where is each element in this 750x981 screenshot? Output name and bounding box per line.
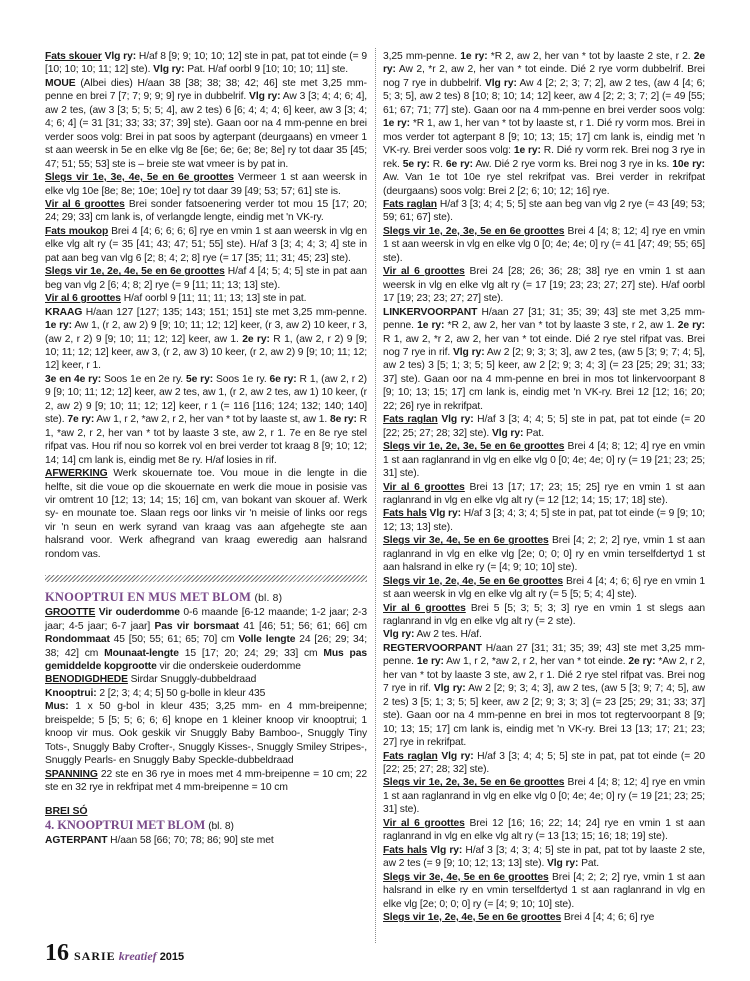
paragraph bbox=[45, 834, 367, 847]
paragraph bbox=[383, 534, 705, 574]
paragraph bbox=[383, 507, 705, 534]
left-paragraphs bbox=[45, 50, 367, 561]
paragraph bbox=[383, 481, 705, 508]
text-run: *Aw 2, r 2, her van * tot by laaste 3 ste, aw 2, r 1. Dié 2 rye stel rifpat vas. Brei nog 7 rye in rif. bbox=[383, 656, 705, 695]
text-run: Aw. Van 1e tot 10e rye stel rekrifpat vas. Brei verder in rekrifpat (deurgaans) soos volg: Brei 2 [2; 6; 10; 12; 16] rye. bbox=[383, 172, 705, 197]
paragraph bbox=[45, 198, 367, 225]
text-run: R 1, *aw 2, r 2, her van * tot by laaste 3 ste, aw 2, r 1. 7e en 8e rye stel rifpat vas. Hou rif nou so korrek vol en brei verder tot kraag 8 [9; 10; 12; 14; 14] cm lank is, eindig met 8e ry. H/af losies in rif. bbox=[45, 414, 367, 466]
text-run: 22 ste en 36 rye in moes met 4 mm-breipenne = 10 cm; 22 ste en 32 rye in rekfripat met 4 mm-breipenne = 10 cm bbox=[45, 768, 367, 794]
heading-run: Vlg ry: bbox=[426, 508, 461, 520]
text-run: Brei 12 [16; 16; 22; 14; 24] rye en vmin 1 st aan raglanrand in vlg en elke vlg alt ry (= 13 [13; 15; 16; 18; 19] ste). bbox=[383, 817, 705, 843]
heading-run: 1e ry: bbox=[513, 145, 541, 157]
section-title-text: KNOOPTRUI EN MUS MET BLOM bbox=[45, 590, 252, 605]
paragraph bbox=[45, 687, 367, 700]
heading-run: Vir al 6 groottes bbox=[383, 481, 465, 493]
heading-run: Slegs vir 1e, 3e, 4e, 5e en 6e groottes bbox=[45, 172, 234, 184]
heading-run: Vir al 6 groottes bbox=[383, 817, 465, 829]
text-run: Aw 2 [2; 9; 3; 4; 3], aw 2 tes, (aw 5 [3; 9; 7; 4; 5], aw 2 tes) 3 [5; 1; 3; 5; 5] keer, aw 2 [2; 9; 3; 3; 3] (= 23 [25; 29; 31; 33; 37] ste). Gaan oor na 4 mm-penne en brei in mos tot regtervoorpant 8 [9; 10; 13; 15; 17] cm lank is, eindig met 'n VK-ry. Brei 13 [13; 17; 21; 23; 27] rye in rekrifpat. bbox=[383, 683, 706, 749]
page-footer bbox=[45, 940, 184, 970]
paragraph bbox=[45, 50, 367, 77]
paragraph bbox=[383, 602, 705, 629]
heading-run: Rondommaat bbox=[45, 634, 110, 646]
text-run: H/aan 27 [31; 31; 35; 39; 43] ste met 3,25 mm-penne. bbox=[383, 642, 705, 668]
column-rule bbox=[375, 48, 376, 943]
heading-run: 2e ry: bbox=[383, 51, 705, 76]
paragraph bbox=[383, 628, 705, 641]
text-run: H/af 3 [3; 4; 4; 5; 5] ste in pat, pat tot einde (= 20 [22; 25; 27; 28; 32] ste). bbox=[383, 414, 705, 439]
brei-so-heading: BREI SÓ bbox=[45, 804, 88, 817]
heading-run: Volle lengte bbox=[238, 634, 296, 646]
heading-run: Fats raglan bbox=[383, 198, 437, 210]
text-run: 3,25 mm-penne. bbox=[383, 51, 461, 62]
text-run: Brei 4 [4; 8; 12; 4] rye en vmin 1 st aan weersk in vlg en elke vlg 0 [0; 4e; 4e; 0] ry (= 41 [47; 49; 55; 65] ste). bbox=[383, 225, 706, 264]
text-run: Aw 1, (r 2, aw 2) 9 [9; 10; 11; 12; 12] keer, (r 3, aw 2) 10 keer, r 3, (aw 2, r 2) 9 [9; 10; 11; 12; 12] keer, aw 1. bbox=[45, 320, 367, 345]
heading-run: Slegs vir 3e, 4e, 5e en 6e groottes bbox=[383, 871, 549, 883]
text-run: Pat. bbox=[523, 427, 544, 439]
right-column bbox=[383, 50, 705, 924]
heading-run: Vlg ry: bbox=[427, 844, 463, 856]
heading-run: Fats hals bbox=[383, 508, 427, 520]
text-run: R. Dié ry vorm rek. Brei nog 3 rye in rek. bbox=[383, 145, 705, 170]
paragraph bbox=[383, 750, 705, 777]
heading-run: 2e ry: bbox=[242, 333, 270, 345]
heading-run: LINKERVOORPANT bbox=[383, 306, 478, 318]
subsection-title-text: 4. KNOOPTRUI MET BLOM bbox=[45, 818, 206, 833]
paragraph bbox=[45, 306, 367, 373]
heading-run: MOUE bbox=[45, 77, 76, 89]
paragraph bbox=[45, 700, 367, 767]
paragraph bbox=[45, 673, 367, 686]
text-run: Aw. Dié 2 rye vorm ks. Brei nog 3 rye in ks. bbox=[472, 158, 673, 170]
paragraph bbox=[45, 292, 367, 305]
paragraph bbox=[383, 50, 705, 198]
heading-run: Vlg ry: bbox=[437, 750, 474, 762]
heading-run: 1e ry: bbox=[417, 320, 445, 332]
heading-run: AFWERKING bbox=[45, 468, 108, 480]
heading-run: Vlg ry: bbox=[453, 346, 485, 358]
text-run: Aw 2, *r 2, aw 2, her van * tot einde. Dié 2 rye vorm dubbelrif. Brei nog 7 rye in dubbelrif. bbox=[383, 64, 705, 89]
heading-run: SPANNING bbox=[45, 768, 98, 780]
heading-run: Mus: bbox=[45, 701, 69, 713]
text-run: Aw 4 [2; 2; 3; 7; 2], aw 2 tes, (aw 4 [4; 6; 5; 3; 5], aw 2 tes) 8 [10; 8; 10; 14; 12] keer, aw 4 [2; 2; 3; 7; 2] (= 49 [55; 61; 67; 71; 77] ste). Gaan oor na 4 mm-penne en brei verder soos volg: bbox=[383, 77, 706, 116]
heading-run: Fats raglan bbox=[383, 414, 438, 426]
magazine-edition: kreatief bbox=[118, 949, 157, 963]
text-run: Brei 24 [28; 26; 36; 28; 38] rye en vmin 1 st aan weersk in vlg en elke vlg alt ry (= 17 [19; 23; 23; 27; 27] ste). H/af oorbl 17 [19; 23; 23; 27; 27] ste). bbox=[383, 266, 705, 305]
heading-run: Vlg ry: bbox=[101, 51, 137, 62]
right-paragraphs bbox=[383, 50, 705, 924]
heading-run: Vlg ry: bbox=[484, 77, 517, 89]
heading-run: Vlg ry: bbox=[383, 629, 415, 641]
paragraph bbox=[45, 171, 367, 198]
heading-run: Slegs vir 1e, 2e, 3e, 5e en 6e groottes bbox=[383, 441, 565, 453]
heading-run: Slegs vir 1e, 2e, 3e, 5e en 6e groottes bbox=[383, 777, 565, 789]
heading-run: BENODIGDHEDE bbox=[45, 674, 128, 686]
magazine-name: SARIE bbox=[74, 949, 116, 963]
text-run: 1 x 50 g-bol in kleur 435; 3,25 mm- en 4 mm-breipenne; breispelde; 5 [5; 5; 6; 6; 6] knope en 1 kleiner knoop vir knooptrui; 1 knoop vir mus. Ook geskik vir Snuggly Baby Bamboo-, Snuggly Tiny Tots-, Snuggly Baby Crofter-, Snuggly Kisses-, Snuggly Smiley Stripes-, Snuggly Pearls- en Snuggly Baby Speckle-dubbeldraad bbox=[45, 701, 367, 767]
text-run: *R 2, aw 2, her van * tot by laaste 2 ste, r 2. bbox=[487, 51, 694, 62]
heading-run: Vir al 6 groottes bbox=[45, 293, 121, 305]
text-run: H/aan 58 [66; 70; 78; 86; 90] ste met bbox=[107, 835, 274, 847]
heading-run: Fats hals bbox=[383, 844, 428, 856]
heading-run: GROOTTE bbox=[45, 607, 96, 619]
text-run: Sirdar Snuggly-dubbeldraad bbox=[127, 674, 257, 686]
paragraph bbox=[383, 871, 705, 911]
paragraph bbox=[383, 265, 705, 305]
heading-run: Vlg ry: bbox=[249, 91, 281, 103]
heading-run: 3e en 4e ry: bbox=[45, 373, 102, 385]
heading-run: Pas vir borsmaat bbox=[154, 620, 240, 632]
text-run: H/af 3 [3; 4; 4; 5; 5] ste aan beg van vlg 2 rye (= 43 [49; 53; 59; 61; 67] ste). bbox=[383, 198, 705, 224]
text-run: R. bbox=[429, 158, 446, 170]
text-run: 15 [17; 20; 24; 29; 33] cm bbox=[178, 647, 324, 659]
text-run: vir die onderskeie ouderdomme bbox=[156, 661, 301, 673]
text-run: H/af 3 [3; 4; 3; 4; 5] ste in pat, pat tot einde (= 9 [9; 10; 12; 13; 13] ste). bbox=[383, 508, 705, 533]
section-divider bbox=[45, 575, 367, 582]
text-run: Brei 4 [4; 8; 12; 4] rye en vmin 1 st aan raglanrand in vlg en elke vlg 0 [0; 4e; 4e; 0] ry (= 19 [21; 23; 25; 31] ste). bbox=[383, 777, 706, 816]
left-column bbox=[45, 50, 367, 847]
text-run: R 1, aw 2, *r 2, aw 2, her van * tot einde. Dié 2 rye stel rifpat vas. Brei nog 7 rye in rif. bbox=[383, 333, 705, 358]
heading-run: Vlg ry: bbox=[491, 427, 524, 439]
text-run: Aw 1, r 2, *aw 2, r 2, her van * tot einde. bbox=[443, 656, 629, 668]
paragraph bbox=[383, 776, 705, 816]
heading-run: 6e ry: bbox=[269, 373, 297, 385]
heading-run: Vlg ry: bbox=[153, 64, 185, 76]
text-run: Brei 4 [4; 8; 12; 4] rye en vmin 1 st aan raglanrand in vlg en elke vlg 0 [0; 4e; 4e; 0] ry (= 19 [21; 23; 25; 31] ste). bbox=[383, 441, 706, 480]
text-run: Brei 4 [4; 4; 6; 6] rye bbox=[561, 912, 655, 923]
section-title-ref: (bl. 8) bbox=[254, 593, 283, 605]
heading-run: Vir ouderdomme bbox=[95, 607, 180, 619]
paragraph bbox=[383, 306, 705, 414]
heading-run: 6e ry: bbox=[445, 158, 473, 170]
heading-run: Fats skouer bbox=[45, 51, 102, 62]
heading-run: Vlg ry: bbox=[437, 414, 474, 426]
text-run: Soos 1e ry. bbox=[213, 373, 270, 385]
paragraph bbox=[383, 225, 705, 265]
text-run: Aw 3 [3; 4; 4; 6; 4], aw 2 tes, (aw 3 [3; 5; 5; 5; 4], aw 2 tes) 6 [6; 4; 4; 4; 6] keer, aw 3 [3; 4; 4; 6; 4] (= 31 [31; 33; 33; 37; 39] ste). Gaan oor na 4 mm-penne en brei verder soos volg: Brei in pat soos by agterpant (deurgaans) en vmeer 1 st aan weersk in 5e en elke vlg 8e [6e; 6e; 6e; 8e; 8e] ry tot daar 35 [45; 47; 51; 55; 53] ste is – breie ste wat vmeer is by pat in. bbox=[45, 91, 367, 170]
text-run: 2 [2; 3; 4; 4; 5] 50 g-bolle in kleur 435 bbox=[96, 687, 266, 699]
text-run: 0-6 maande [6-12 maande; 1-2 jaar; 2-3 jaar; 4-5 jaar; 6-7 jaar] bbox=[45, 607, 367, 632]
paragraph bbox=[45, 225, 367, 265]
section-title bbox=[45, 590, 367, 606]
heading-run: 1e ry: bbox=[45, 320, 73, 332]
text-run: Brei 4 [4; 6; 6; 6; 6] rye en vmin 1 st aan weersk in vlg en elke vlg alt ry (= 35 [41; 43; 47; 51; 55] ste). H/af 3 [3; 4; 4; 3; 4] ste in pat aan beg van vlg 6 [2; 8; 4; 2; 8] rye (= 17 [35; 11; 31; 45; 23] ste). bbox=[45, 225, 367, 264]
text-run: Soos 1e en 2e ry. bbox=[101, 373, 186, 385]
heading-run: AGTERPANT bbox=[45, 835, 108, 847]
heading-run: 1e ry: bbox=[416, 656, 444, 668]
text-run: H/aan 127 [127; 135; 143; 151; 151] ste met 3,25 mm-penne. bbox=[82, 306, 367, 318]
text-run: H/aan 27 [31; 31; 35; 39; 43] ste met 3,25 mm-penne. bbox=[383, 306, 705, 332]
heading-run: Slegs vir 1e, 2e, 4e, 5e en 6e groottes bbox=[383, 912, 562, 923]
heading-run: 1e ry: bbox=[383, 118, 410, 130]
paragraph bbox=[383, 198, 705, 225]
paragraph bbox=[383, 440, 705, 480]
paragraph bbox=[45, 606, 367, 673]
text-run: Vermeer 1 st aan weersk in elke vlg 10e [8e; 8e; 10e; 10e] ry tot daar 39 [49; 53; 57; 61] ste is. bbox=[45, 172, 367, 197]
heading-run: 10e ry: bbox=[672, 158, 705, 170]
text-run: Aw 1, r 2, *aw 2, r 2, her van * tot by laaste st, aw 1. bbox=[94, 414, 330, 426]
text-run: Pat. bbox=[578, 858, 600, 870]
text-run: H/af 3 [3; 4; 4; 5; 5] ste in pat, pat tot einde (= 20 [22; 25; 27; 28; 32] ste). bbox=[383, 750, 705, 776]
paragraph bbox=[45, 768, 367, 795]
text-run: *R 1, aw 1, her van * tot by laaste st, r 1. Dié ry vorm mos. Brei in mos verder tot agterpant 8 [9; 10; 13; 15; 17] cm lank is, eindig met 'n VK-ry. Brei verder soos volg: bbox=[383, 118, 705, 157]
section-paragraphs bbox=[45, 606, 367, 794]
paragraph bbox=[383, 575, 705, 602]
text-run: (Albei dies) H/aan 38 [38; 38; 38; 42; 46] ste met 3,25 mm-penne en brei 7 [7; 7; 9; 9; 9] rye in dubbelrif. bbox=[45, 77, 367, 103]
heading-run: Slegs vir 1e, 2e, 3e, 5e en 6e groottes bbox=[383, 225, 565, 237]
heading-run: 5e ry: bbox=[402, 158, 430, 170]
text-run: Brei 13 [17; 17; 23; 15; 25] rye en vmin 1 st aan raglanrand in vlg en elke vlg alt ry (= 12 [12; 14; 15; 17; 18] ste). bbox=[383, 481, 705, 506]
text-run: *R 2, aw 2, her van * tot by laaste 3 ste, r 2, aw 1. bbox=[444, 320, 678, 332]
magazine-year: 2015 bbox=[159, 951, 185, 963]
paragraph bbox=[383, 844, 705, 871]
heading-run: 1e ry: bbox=[460, 51, 488, 62]
paragraph bbox=[383, 413, 705, 440]
subsection-title-ref: (bl. 8) bbox=[208, 821, 234, 833]
text-run: 45 [50; 55; 61; 65; 70] cm bbox=[109, 634, 239, 646]
heading-run: REGTERVOORPANT bbox=[383, 642, 482, 654]
heading-run: Vir al 6 groottes bbox=[383, 602, 466, 614]
text-run: H/af 3 [3; 4; 3; 4; 5] ste in pat, pat tot by laaste 2 ste, aw 2 tes (= 9 [9; 10; 12; 13; 13] ste). bbox=[383, 844, 706, 870]
paragraph bbox=[45, 373, 367, 467]
text-run: Brei 5 [5; 3; 5; 3; 3] rye en vmin 1 st slegs aan raglanrand in vlg en elke vlg alt ry (= 2 ste). bbox=[383, 602, 706, 628]
heading-run: Vir al 6 groottes bbox=[383, 266, 465, 278]
text-run: 24 [26; 29; 34; 38; 42] cm bbox=[45, 634, 368, 659]
heading-run: Fats raglan bbox=[383, 750, 438, 762]
heading-run: Vir al 6 groottes bbox=[45, 198, 125, 210]
text-run: Pat. H/af oorbl 9 [10; 10; 10; 11] ste. bbox=[184, 64, 349, 76]
heading-run: Mus pas gemiddelde kopgrootte bbox=[45, 647, 367, 673]
subsection-title bbox=[45, 818, 367, 834]
paragraph bbox=[45, 77, 367, 171]
text-run: Brei 4 [4; 4; 6; 6] rye en vmin 1 st aan weersk in vlg en elke vlg alt ry (= 5 [5; 5; 4; 4] ste). bbox=[383, 575, 706, 601]
text-run: 41 [46; 51; 56; 61; 66] cm bbox=[239, 620, 368, 632]
text-run: Werk skouernate toe. Vou moue in die lengte in die helfte, sit die voue op die skouernate en werk die moue in posisie vas vir omtrent 10 [12; 13; 14; 15; 16] cm, van bokant van skouer af. Werk sy- en mounate toe. Slaan regs oor links vir 'n meisie of links oor regs vir 'n seun en werk syrand van kraag vas aan afgehegte ste aan halsrand voor. Werk afhegrand van kraag eweredig aan halsrand rondom vas. bbox=[45, 468, 367, 560]
text-run: H/af 8 [9; 9; 10; 10; 12] ste in pat, pat tot einde (= 9 [10; 10; 10; 11; 12] ste). bbox=[45, 51, 368, 76]
paragraph bbox=[383, 642, 705, 750]
text-run: R 1, (aw 2, r 2) 9 [9; 10; 11; 12; 12] keer, aw 3, (r 2, aw 3) 10 keer, (r 2, aw 2) 9 [9; 10; 11; 12; 12] keer, r 1. bbox=[45, 333, 367, 372]
heading-run: KRAAG bbox=[45, 306, 83, 318]
text-run: Aw 2 tes. H/af. bbox=[414, 629, 482, 641]
heading-run: Slegs vir 1e, 2e, 4e, 5e en 6e groottes bbox=[45, 266, 225, 278]
text-run: R 1, (aw 2, r 2) 9 [9; 10; 11; 12; 12] keer, aw 2 tes, aw 1, (r 2, aw 2 tes, aw 1) 10 keer, (r 2, aw 2) 9 [9; 10; 11; 12; 12] keer, r 1 (= 116 [116; 124; 132; 140; 140] ste). bbox=[45, 373, 367, 426]
agterpant-paragraph bbox=[45, 834, 367, 847]
heading-run: Fats moukop bbox=[45, 225, 109, 237]
paragraph bbox=[383, 911, 705, 924]
page-number: 16 bbox=[45, 940, 69, 966]
heading-run: Vlg ry: bbox=[547, 858, 579, 870]
heading-run: 7e ry: bbox=[67, 414, 95, 426]
heading-run: 5e ry: bbox=[185, 373, 214, 385]
heading-run: 2e ry: bbox=[677, 320, 705, 332]
text-run: Brei [4; 2; 2; 2] rye, vmin 1 st aan halsrand in elke ry en vmin terselfdertyd 1 st aan raglanrand in vlg en elke vlg [2e; 0; 0; 0] ry (= [4; 9; 10; 10] ste). bbox=[383, 871, 705, 910]
heading-run: 8e ry: bbox=[329, 414, 357, 426]
heading-run: Knooptrui: bbox=[45, 687, 97, 699]
heading-run: Slegs vir 3e, 4e, 5e en 6e groottes bbox=[383, 535, 549, 547]
text-run: H/af oorbl 9 [11; 11; 11; 13; 13] ste in pat. bbox=[120, 293, 307, 305]
paragraph bbox=[45, 467, 367, 561]
heading-run: 2e ry: bbox=[628, 656, 656, 668]
heading-run: Slegs vir 1e, 2e, 4e, 5e en 6e groottes bbox=[383, 575, 563, 587]
text-run: Aw 2 [2; 9; 3; 3; 3], aw 2 tes, (aw 5 [3; 9; 7; 4; 5], aw 2 tes) 3 [5; 1; 3; 5; 5] keer, aw 2 [2; 9; 3; 4; 3] (= 23 [25; 29; 31; 33; 37] ste). Gaan oor na 4 mm-penne en brei in mos tot linkervoorpant 8 [9; 10; 13; 15; 17] cm lank is, eindig met 'n VK-ry. Brei 12 [12; 16; 20; 22; 26] rye in rekrifpat. bbox=[383, 346, 705, 412]
heading-run: Mounaat-lengte bbox=[104, 647, 179, 659]
paragraph bbox=[383, 817, 705, 844]
text-run: Brei [4; 2; 2; 2] rye, vmin 1 st aan raglanrand in vlg en elke vlg [2e; 0; 0; 0] ry en vmin terselfdertyd 1 st aan halsrand in elke ry (= [4; 9; 10; 10] ste). bbox=[383, 535, 705, 574]
text-run: Brei sonder fatsoenering verder tot mou 15 [17; 20; 24; 29; 33] cm lank is, of verlangde lengte, eindig met 'n VK-ry. bbox=[45, 198, 367, 224]
text-run: H/af 4 [4; 5; 4; 5] ste in pat aan beg van vlg 2 [6; 4; 8; 2] rye (= 9 [11; 11; 13; 13] ste). bbox=[45, 266, 367, 291]
paragraph bbox=[45, 265, 367, 292]
heading-run: Vlg ry: bbox=[433, 683, 466, 695]
